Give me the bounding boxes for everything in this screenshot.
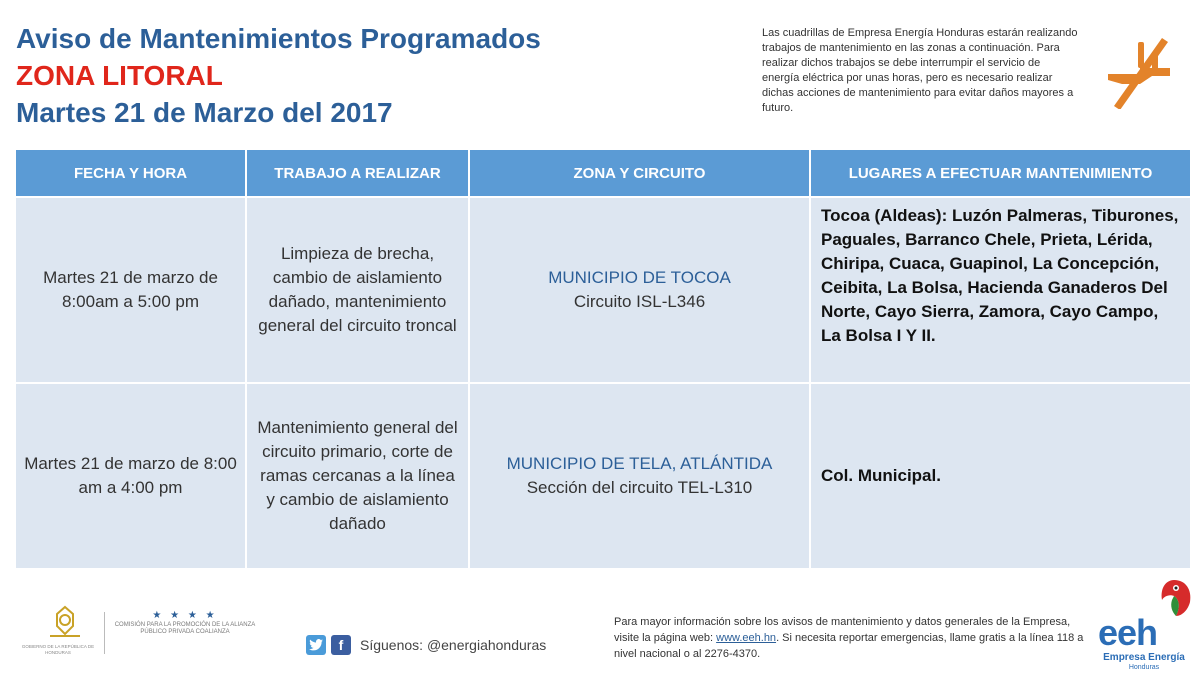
government-logo bbox=[14, 604, 100, 660]
cell-trabajo: Limpieza de brecha, cambio de aislamiento dañado, mantenimiento general del circuito troncal bbox=[247, 198, 468, 382]
page-title: Aviso de Mantenimientos Programados bbox=[16, 23, 541, 54]
eeh-logo bbox=[1092, 576, 1196, 676]
date-title: Martes 21 de Marzo del 2017 bbox=[16, 97, 393, 128]
table-row bbox=[16, 384, 1190, 568]
zona-circuito: Circuito ISL-L346 bbox=[573, 292, 706, 311]
stars-icon: ★ ★ ★ ★ bbox=[152, 610, 218, 621]
parrot-logo-icon bbox=[1152, 576, 1196, 620]
website-link[interactable]: www.eeh.hn bbox=[716, 632, 777, 644]
government-emblem-icon bbox=[40, 604, 90, 640]
footer bbox=[0, 600, 1200, 676]
header-zona: ZONA Y CIRCUITO bbox=[470, 150, 809, 196]
brand-line1: Empresa Energía bbox=[1103, 652, 1185, 663]
cell-zona bbox=[470, 198, 809, 382]
social-links bbox=[306, 634, 546, 656]
brand-word: eeh bbox=[1098, 612, 1158, 653]
zona-municipio: MUNICIPIO DE TOCOA bbox=[548, 268, 731, 287]
header-trabajo: TRABAJO A REALIZAR bbox=[247, 150, 468, 196]
cell-fecha: Martes 21 de marzo de 8:00 am a 4:00 pm bbox=[16, 384, 245, 568]
title-block bbox=[16, 20, 541, 131]
table-header-row bbox=[16, 150, 1190, 196]
cell-fecha: Martes 21 de marzo de 8:00am a 5:00 pm bbox=[16, 198, 245, 382]
social-handle[interactable]: Síguenos: @energiahonduras bbox=[360, 637, 547, 653]
table-row bbox=[16, 198, 1190, 382]
twitter-icon[interactable] bbox=[306, 635, 326, 655]
cell-lugares: Tocoa (Aldeas): Luzón Palmeras, Tiburones, Paguales, Barranco Chele, Prieta, Lérida, Chiripa, Cuaca, Guapinol, La Concepción, Ceibita, La Bolsa, Hacienda Ganaderos Del Norte, Cayo Sierra, Zamora, Cayo Campo, La Bolsa I Y II. bbox=[811, 198, 1190, 382]
info-text-end: . Si necesita reportar emergencias, llame gratis a la línea 118 a nivel nacional o al 2276-4370. bbox=[614, 632, 1084, 660]
brand-line2: Honduras bbox=[1128, 664, 1160, 671]
zona-municipio: MUNICIPIO DE TELA, ATLÁNTIDA bbox=[506, 454, 773, 473]
coalianza-text: COMISIÓN PARA LA PROMOCIÓN DE LA ALIANZA PÚBLICO PRIVADA COALIANZA bbox=[114, 622, 256, 635]
zone-title: ZONA LITORAL bbox=[16, 60, 223, 91]
divider bbox=[104, 612, 105, 654]
info-text: Para mayor información sobre los avisos de mantenimiento y datos generales de la Empresa, visite la página web: bbox=[614, 616, 1071, 644]
cell-lugares: Col. Municipal. bbox=[811, 384, 1190, 568]
government-text: GOBIERNO DE LA REPÚBLICA DE HONDURAS bbox=[21, 644, 95, 655]
maintenance-table bbox=[14, 148, 1192, 570]
cell-zona bbox=[470, 384, 809, 568]
contact-info bbox=[614, 614, 1084, 662]
zona-circuito: Sección del circuito TEL-L310 bbox=[526, 478, 753, 497]
plug-logo-icon bbox=[1100, 34, 1180, 109]
facebook-icon[interactable]: f bbox=[331, 635, 351, 655]
header-lugares: LUGARES A EFECTUAR MANTENIMIENTO bbox=[811, 150, 1190, 196]
intro-paragraph: Las cuadrillas de Empresa Energía Honduras estarán realizando trabajos de mantenimiento en las zonas a continuación. Para realizar dichos trabajos se debe interrumpir el servicio de energía eléctrica por unas horas, pero es necesario realizar dichas acciones de mantenimiento para evitar daños mayores a futuro. bbox=[762, 27, 1078, 114]
header-fecha: FECHA Y HORA bbox=[16, 150, 245, 196]
cell-trabajo: Mantenimiento general del circuito primario, corte de ramas cercanas a la línea y cambio de aislamiento dañado bbox=[247, 384, 468, 568]
coalianza-logo bbox=[110, 610, 260, 654]
